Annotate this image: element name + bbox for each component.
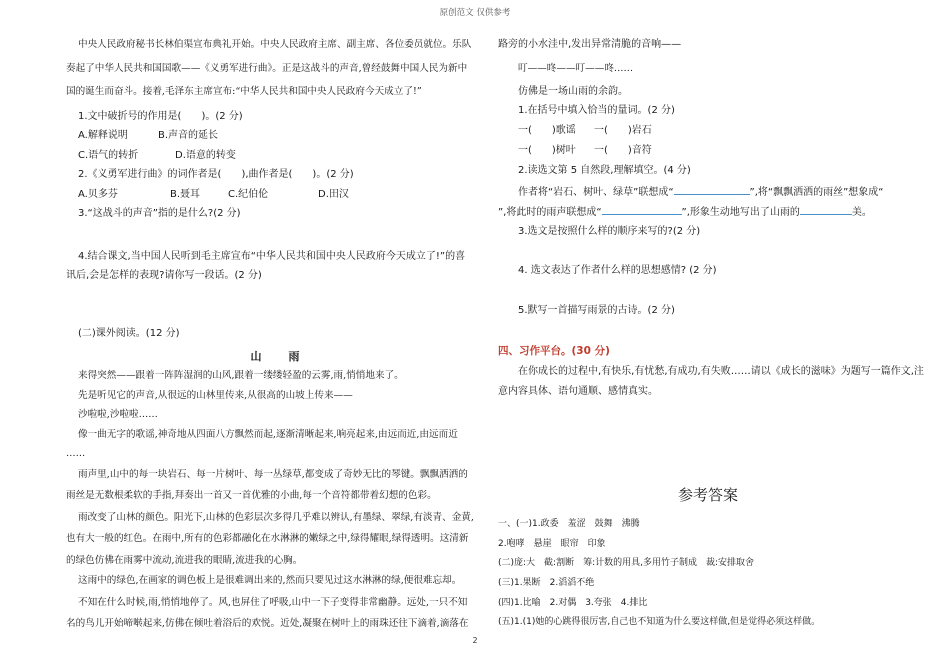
option-a: A.贝多芬 [78, 189, 118, 200]
question-3: 3.“这战斗的声音”指的是什么?(2 分) [78, 208, 241, 219]
question-5: 5.默写一首描写雨景的古诗。(2 分) [518, 305, 675, 316]
question-4: 4. 选文表达了作者什么样的思想感情? (2 分) [518, 265, 717, 276]
option-b: B.聂耳 [170, 189, 201, 200]
reading-line: 叮——咚——叮——咚…… [518, 63, 634, 74]
section-heading: 四、习作平台。(30 分) [498, 345, 610, 357]
question-2: 2.读选文第 5 自然段,理解填空。(4 分) [518, 165, 691, 176]
answer-line: (五)1.(1)她的心跳得很厉害,自己也不知道为什么要这样做,但是觉得必须这样做。 [498, 617, 821, 627]
reading-line: 雨改变了山林的颜色。阳光下,山林的色彩层次多得几乎难以辨认,有墨绿、翠绿,有淡青、金黄, [78, 512, 474, 523]
question-1: 1.在括号中填入恰当的量词。(2 分) [518, 105, 675, 116]
answer-line: (三)1.果断 2.滔滔不绝 [498, 578, 595, 588]
question-3: 3.选文是按照什么样的顺序来写的?(2 分) [518, 226, 701, 237]
reading-line: 也有大一般的红色。在雨中,所有的色彩都融化在水淋淋的嫩绿之中,绿得耀眼,绿得透明。这清新 [66, 533, 469, 544]
fill-text: ”,将此时的雨声联想成“ [498, 207, 602, 218]
blank-item: 一( )岩石 [594, 125, 652, 136]
reading-line: 雨丝是无数根柔软的手指,拜奏出一首又一首优雅的小曲,每一个音符都带着幻想的色彩。 [66, 490, 437, 501]
reading-line: 像一曲无字的歌谣,神奇地从四面八方飘然而起,逐渐清晰起来,响亮起来,由远而近,由远而近 [78, 429, 458, 440]
fill-line [498, 204, 872, 220]
blank-item: 一( )音符 [594, 145, 652, 156]
fill-text: 美。 [851, 207, 872, 218]
answer-line: 2.咆哮 悬崖 眼帘 印象 [498, 539, 606, 549]
section-heading: (二)课外阅读。(12 分) [78, 328, 180, 339]
answer-blank[interactable] [674, 184, 750, 195]
option-b: B.声音的延长 [158, 130, 219, 141]
fill-text: ”,形象生动地写出了山雨的 [681, 207, 800, 218]
option-d: D.田汉 [318, 189, 349, 200]
reading-line: 沙啦啦,沙啦啦…… [78, 409, 158, 420]
passage-line: 国的诞生而奋斗。接着,毛泽东主席宣布:“中华人民共和国中央人民政府今天成立了!” [66, 86, 422, 97]
reading-line: 路旁的小水洼中,发出异常清脆的音响—— [498, 39, 682, 50]
blank-item: 一( )歌谣 [518, 125, 576, 136]
reading-title: 山 雨 [250, 350, 308, 363]
fill-line [518, 184, 883, 200]
question-4-cont: 讯后,会是怎样的表现?请你写一段话。(2 分) [66, 270, 262, 281]
fill-text: 作者将“岩石、树叶、绿草”联想成“ [518, 187, 674, 198]
reading-line: 名的鸟儿开始啼啭起来,仿佛在倾吐着浴后的欢悦。近处,凝聚在树叶上的雨珠还往下滴着,滴落在 [66, 618, 469, 629]
reading-line: …… [66, 448, 86, 459]
essay-prompt: 意内容具体、语句通顺、感情真实。 [498, 386, 658, 397]
reading-line: 来得突然——跟着一阵阵湿润的山风,跟着一缕缕轻盈的云雾,雨,悄悄地来了。 [78, 370, 404, 381]
fill-text: ”,将“飘飘洒洒的雨丝”想象成“ [749, 187, 884, 198]
page-header: 原创范文 仅供参考 [439, 8, 511, 18]
answer-line: 一、(一)1.政委 羞涩 鼓舞 沸腾 [498, 519, 640, 529]
answer-blank[interactable] [602, 204, 682, 215]
passage-line: 奏起了中华人民共和国国歌——《义勇军进行曲》。正是这战斗的声音,曾经鼓舞中国人民为新中 [66, 63, 468, 74]
reading-line: 仿佛是一场山雨的余韵。 [518, 86, 628, 97]
reading-line: 先是听见它的声音,从很远的山林里传来,从很高的山坡上传来—— [78, 390, 353, 401]
question-1: 1.文中破折号的作用是( )。(2 分) [78, 111, 243, 122]
reading-line: 雨声里,山中的每一块岩石、每一片树叶、每一丛绿草,都变成了奇妙无比的琴键。飘飘洒洒的 [78, 469, 468, 480]
reading-line: 这雨中的绿色,在画家的调色板上是很难调出来的,然而只要见过这水淋淋的绿,便很难忘却。 [78, 575, 462, 586]
question-4: 4.结合课文,当中国人民听到毛主席宣布“中华人民共和国中央人民政府今天成立了!”的喜 [78, 251, 466, 262]
passage-line: 中央人民政府秘书长林伯渠宣布典礼开始。中央人民政府主席、副主席、各位委员就位。乐队 [78, 39, 472, 50]
reading-line: 的绿色仿佛在雨雾中流动,流进我的眼睛,流进我的心胸。 [66, 555, 303, 566]
blank-item: 一( )树叶 [518, 145, 576, 156]
answer-line: (二)庞:大 截:割断 筹:计数的用具,多用竹子制成 裁:安排取舍 [498, 558, 755, 568]
reading-line: 不知在什么时候,雨,悄悄地停了。风,也屏住了呼吸,山中一下子变得非常幽静。远处,一只不知 [78, 597, 468, 608]
option-c: C.纪伯伦 [228, 189, 269, 200]
option-a: A.解释说明 [78, 130, 128, 141]
option-c: C.语气的转折 [78, 150, 139, 161]
option-d: D.语意的转变 [175, 150, 236, 161]
essay-prompt: 在你成长的过程中,有快乐,有忧愁,有成功,有失败……请以《成长的滋味》为题写一篇作文,注 [518, 366, 924, 377]
page-number: 2 [472, 636, 478, 645]
answer-line: (四)1.比喻 2.对偶 3.夸张 4.排比 [498, 598, 648, 608]
answer-title: 参考答案 [677, 486, 738, 504]
question-2: 2.《义勇军进行曲》的词作者是( ),曲作者是( )。(2 分) [78, 169, 354, 180]
answer-blank[interactable] [800, 204, 852, 215]
